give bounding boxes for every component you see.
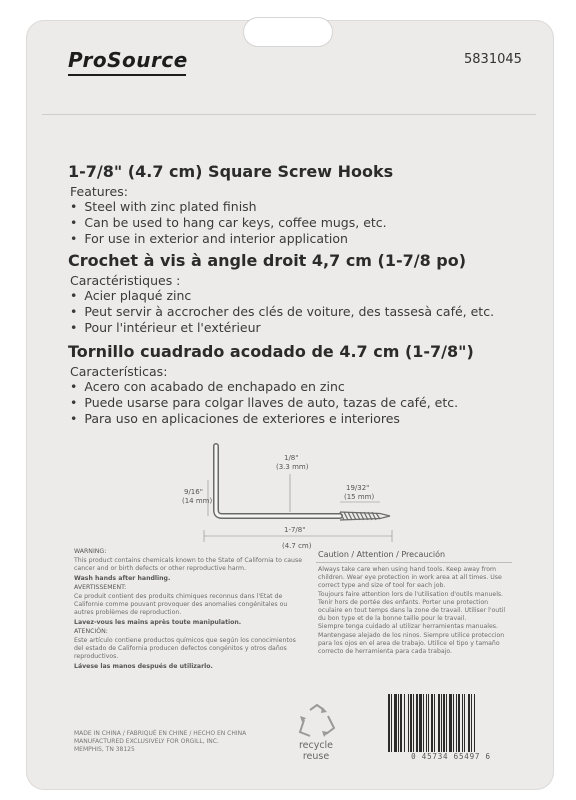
- sku-number: 5831045: [464, 52, 522, 67]
- caution-text-es: Siempre tenga cuidado al utilizar herramientas manuales. Mantengase alejado de los ninos. Siempre utilice proteccion para los ojos en el area de trabajo. Utilice el tipo y tamaño correcto de herramienta para cada trabajo.: [318, 623, 505, 656]
- barcode: [386, 694, 512, 752]
- dim-hook-height-mm: (14 mm): [182, 497, 213, 505]
- warning-heading-es: ATENCIÓN:: [74, 627, 108, 635]
- feature-item: • Peut servir à accrocher des clés de voiture, des tassesà café, etc.: [70, 304, 494, 320]
- dim-hook-height: 9/16": [184, 488, 203, 496]
- caution-divider: [316, 562, 512, 563]
- dim-length-mm: (4.7 cm): [282, 542, 312, 550]
- title-english: 1-7/8" (4.7 cm) Square Screw Hooks: [68, 162, 394, 181]
- manufacturer-footer: [74, 730, 274, 754]
- features-list-spanish: [70, 379, 458, 427]
- feature-item: • Puede usarse para colgar llaves de auto, tazas de café, etc.: [70, 395, 458, 411]
- hook-outline: [216, 446, 340, 516]
- caution-text-en: Always take care when using hand tools. Keep away from children. Wear eye protection in work area at all times. Use correct type and size of tool for each job.: [318, 566, 502, 590]
- title-french: Crochet à vis à angle droit 4,7 cm (1-7/8 po): [68, 251, 467, 270]
- dim-thread-mm: (15 mm): [344, 493, 375, 501]
- feature-item: • Para uso en aplicaciones de exteriores e interiores: [70, 411, 458, 427]
- feature-item: • Acier plaqué zinc: [70, 288, 494, 304]
- warning-text: This product contains chemicals known to the State of California to cause cancer and or birth defects or other reproductive harm.: [74, 557, 303, 573]
- screw-hook-diagram: [180, 440, 440, 560]
- barcode-number: 0 45734 65497 6: [411, 752, 491, 761]
- manufacturer-text: MANUFACTURED EXCLUSIVELY FOR ORGILL, INC.: [74, 738, 219, 745]
- title-spanish: Tornillo cuadrado acodado de 4.7 cm (1-7/8"): [68, 342, 474, 361]
- caution-block: [318, 566, 514, 656]
- recycle-text: recycle: [298, 740, 334, 751]
- feature-item: • Can be used to hang car keys, coffee mugs, etc.: [70, 215, 387, 231]
- made-in-text: MADE IN CHINA / FABRIQUÉ EN CHINE / HECHO EN CHINA: [74, 730, 247, 737]
- dim-shank: 1/8": [284, 454, 299, 462]
- brand-logo: ProSource: [68, 48, 188, 72]
- warning-heading-fr: AVERTISSEMENT:: [74, 583, 127, 591]
- dim-thread: 19/32": [346, 484, 370, 492]
- feature-item: • Pour l'intérieur et l'extérieur: [70, 320, 494, 336]
- logo-underline: [68, 74, 186, 76]
- hook-body: [216, 446, 340, 516]
- warning-heading: WARNING:: [74, 548, 107, 555]
- warning-text-es: Este artículo contiene productos químicos que según los conocimientos del estado de California producen defectos congénitos y otros daños reproductivos.: [74, 637, 296, 661]
- features-list-french: [70, 288, 494, 336]
- warning-block: [74, 548, 306, 672]
- features-list-english: [70, 199, 387, 247]
- warning-text-fr: Ce produit contient des produits chimiques reconnus dans l'Etat de Californie comme pouvant provoquer des anomalies congénitales ou autres problèmes de reproduction.: [74, 593, 288, 617]
- feature-item: • Acero con acabado de enchapado en zinc: [70, 379, 458, 395]
- feature-item: • For use in exterior and interior application: [70, 231, 387, 247]
- dim-length: 1-7/8": [284, 526, 306, 534]
- address-text: MEMPHIS, TN 38125: [74, 746, 135, 753]
- recycle-icon: [290, 702, 344, 742]
- caution-text-fr: Toujours faire attention lors de l'utilisation d'outils manuels. Tenir hors de portée des enfants. Porter une protection oculaire en tout temps dans la zone de travail. Utiliser l'outil du bon type et de la bonne taille pour le travail.: [318, 590, 506, 623]
- warning-bold: Wash hands after handling.: [74, 574, 171, 582]
- feature-item: • Steel with zinc plated finish: [70, 199, 387, 215]
- warning-bold-es: Lávese las manos después de utilizarlo.: [74, 662, 213, 670]
- reuse-text: reuse: [302, 751, 330, 762]
- features-label-french: Caractéristiques :: [70, 273, 181, 288]
- hang-hole: [244, 18, 332, 46]
- features-label-spanish: Características:: [70, 364, 168, 379]
- features-label-english: Features:: [70, 184, 128, 199]
- screw-thread: [340, 512, 390, 520]
- warning-bold-fr: Lavez-vous les mains après toute manipulation.: [74, 618, 242, 626]
- caution-title: Caution / Attention / Precaución: [318, 550, 446, 559]
- dim-shank-mm: (3.3 mm): [276, 463, 309, 471]
- recycle-label: [286, 740, 346, 762]
- header-divider: [42, 114, 536, 115]
